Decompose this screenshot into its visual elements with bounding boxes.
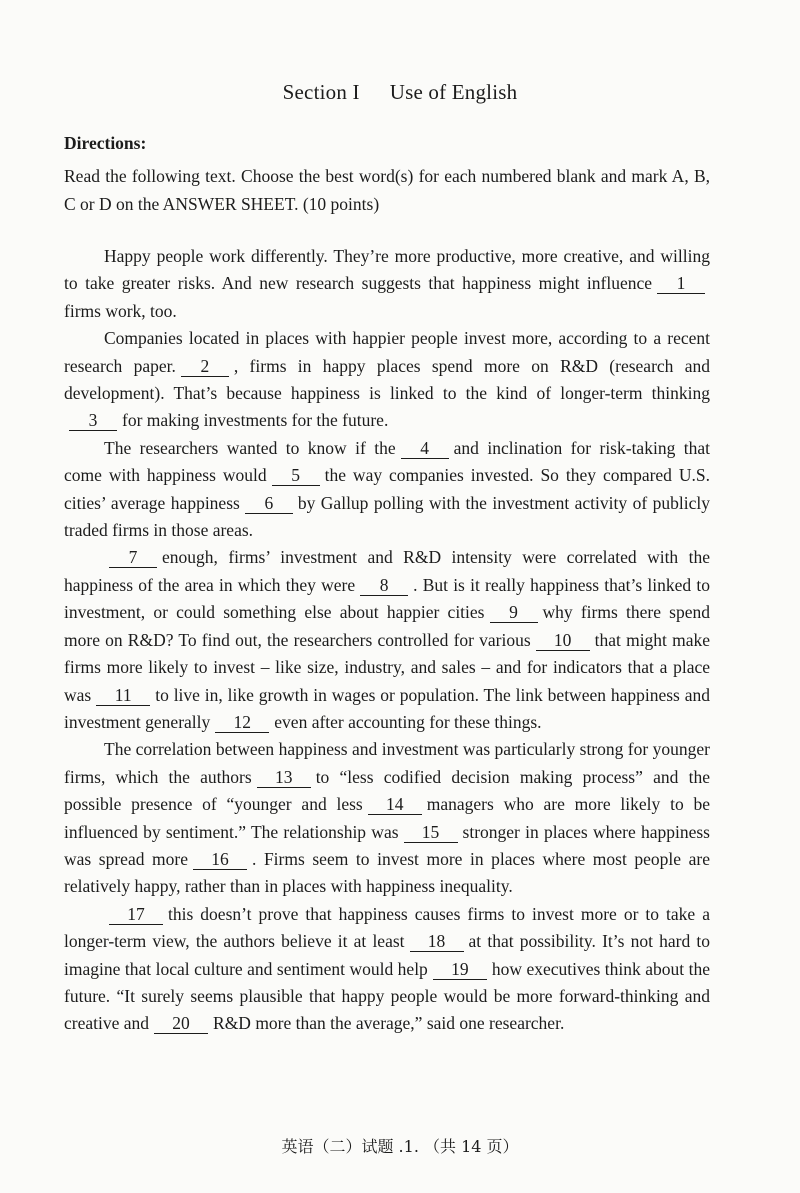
- blank-14[interactable]: 14: [368, 795, 422, 815]
- passage-text: how executives think about the future. “It surely seems plausible that happy people would be more forward-thinking and creative and: [64, 958, 710, 1034]
- page-footer: 英语（二）试题 .1. （共 14 页）: [281, 1137, 519, 1156]
- passage-paragraph: [64, 325, 710, 435]
- blank-1[interactable]: 1: [657, 274, 705, 294]
- passage-text: for making investments for the future.: [122, 410, 389, 431]
- passage-text: . Firms seem to invest more in places where most people are relatively happy, rather than in places with happiness inequality.: [64, 848, 710, 897]
- passage-text: and inclination for risk-taking that come with happiness would: [64, 437, 710, 486]
- passage-paragraph: [64, 435, 710, 545]
- blank-9[interactable]: 9: [490, 603, 538, 623]
- passage-text: The correlation between happiness and investment was particularly strong for younger firms, which the authors: [64, 739, 710, 787]
- blank-18[interactable]: 18: [410, 932, 464, 952]
- passage-paragraph: [64, 736, 710, 900]
- blank-7[interactable]: 7: [109, 548, 157, 568]
- section-title: [0, 80, 800, 105]
- blank-11[interactable]: 11: [96, 686, 150, 706]
- passage-text: that might make firms more likely to invest – like size, industry, and sales – and for indicators that a place was: [64, 629, 710, 705]
- passage-text: . But is it really happiness that’s linked to investment, or could something else about happier cities: [64, 574, 710, 623]
- passage-text: even after accounting for these things.: [274, 711, 542, 732]
- blank-12[interactable]: 12: [215, 713, 269, 733]
- cloze-passage: [64, 243, 710, 1038]
- blank-8[interactable]: 8: [360, 576, 408, 596]
- passage-text: stronger in places where happiness was spread more: [64, 821, 710, 869]
- blank-2[interactable]: 2: [181, 357, 229, 377]
- blank-16[interactable]: 16: [193, 850, 247, 870]
- passage-text: to live in, like growth in wages or population. The link between happiness and investment generally: [64, 684, 710, 732]
- passage-text: enough, firms’ investment and R&D intensity were correlated with the happiness of the area in which they were: [64, 547, 710, 595]
- blank-6[interactable]: 6: [245, 494, 293, 514]
- blank-19[interactable]: 19: [433, 960, 487, 980]
- passage-text: the way companies invested. So they compared U.S. cities’ average happiness: [64, 465, 710, 513]
- passage-text: this doesn’t prove that happiness causes firms to invest more or to take a longer-term view, the authors believe it at least: [64, 903, 710, 952]
- passage-text: managers who are more likely to be influenced by sentiment.” The relationship was: [64, 794, 710, 842]
- blank-3[interactable]: 3: [69, 411, 117, 431]
- passage-text: R&D more than the average,” said one researcher.: [213, 1013, 565, 1034]
- passage-text: by Gallup polling with the investment activity of publicly traded firms in those areas.: [64, 492, 711, 541]
- passage-text: why firms there spend more on R&D? To find out, the researchers controlled for various: [64, 602, 711, 650]
- directions-heading: Directions:: [64, 133, 147, 153]
- section-name: Use of English: [389, 80, 518, 104]
- blank-13[interactable]: 13: [257, 768, 311, 788]
- passage-text: firms work, too.: [64, 300, 177, 321]
- passage-text: to “less codified decision making process” and the possible presence of “younger and less: [64, 766, 710, 815]
- blank-5[interactable]: 5: [272, 466, 320, 486]
- blank-10[interactable]: 10: [536, 631, 590, 651]
- passage-text: , firms in happy places spend more on R&D (research and development). That’s because happiness is linked to the kind of longer-term thinking: [64, 355, 710, 404]
- section-label: Section I: [282, 80, 360, 104]
- blank-15[interactable]: 15: [404, 823, 458, 843]
- passage-paragraph: [64, 901, 710, 1038]
- passage-paragraph: [64, 243, 710, 325]
- blank-4[interactable]: 4: [401, 439, 449, 459]
- blank-17[interactable]: 17: [109, 905, 163, 925]
- passage-text: at that possibility. It’s not hard to imagine that local culture and sentiment would help: [64, 931, 710, 979]
- directions-text: Read the following text. Choose the best word(s) for each numbered blank and mark A, B, C or D on the ANSWER SHEET. (10 points): [64, 166, 710, 214]
- passage-paragraph: [64, 544, 710, 736]
- passage-text: The researchers wanted to know if the: [104, 437, 396, 458]
- passage-text: Happy people work differently. They’re more productive, more creative, and willing to take greater risks. And new research suggests that happiness might influence: [64, 246, 710, 294]
- blank-20[interactable]: 20: [154, 1014, 208, 1034]
- passage-text: Companies located in places with happier people invest more, according to a recent research paper.: [64, 328, 710, 376]
